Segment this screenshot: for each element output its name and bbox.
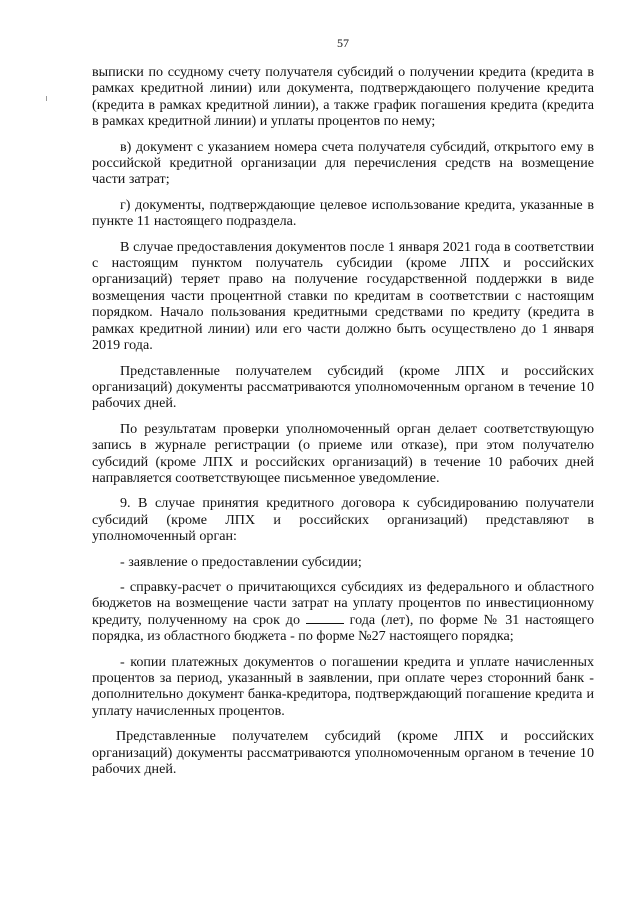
paragraph-item-v: в) документ с указанием номера счета получателя субсидий, открытого ему в российской кредитной организации для перечисления средств на возмещение части затрат; [92, 138, 594, 188]
paragraph-clause-9: 9. В случае принятия кредитного договора к субсидированию получатели субсидий (кроме ЛПХ и российских организаций) представляют в уполномоченный орган: [92, 495, 594, 545]
calculation-text-end: года (лет), по форме № 31 настоящего порядка, из областного бюджета - по форме №27 настоящего порядка; [92, 611, 594, 645]
paragraph-review: Представленные получателем субсидий (кроме ЛПХ и российских организаций) документы рассматриваются уполномоченным органом в течение 10 рабочих дней. [92, 362, 594, 412]
blank-term-field [306, 612, 344, 624]
list-item-calculation [92, 579, 594, 645]
page-number: 57 [337, 36, 349, 50]
paragraph-review-final: Представленные получателем субсидий (кроме ЛПХ и российских организаций) документы рассматриваются уполномоченным органом в течение 10 рабочих дней. [92, 728, 594, 778]
paragraph-check-results: По результатам проверки уполномоченный орган делает соответствующую запись в журнале регистрации (о приеме или отказе), при этом получателю субсидий (кроме ЛПХ и российских организаций) в течение 10 рабочих дней направляется соответствующее письменное уведомление. [92, 420, 594, 486]
calculation-text-start: - справку-расчет о причитающихся субсидиях из федерального и областного бюджетов на возмещение части затрат на уплату процентов по инвестиционному кредиту, полученному на срок до [92, 578, 594, 628]
list-item-payment-copies: - копии платежных документов о погашении кредита и уплате начисленных процентов за период, указанный в заявлении, при оплате через сторонний банк - дополнительно документ банка-кредитора, подтверждающий погашение кредита и уплату начисленных процентов. [92, 653, 594, 719]
paragraph-deadline: В случае предоставления документов после 1 января 2021 года в соответствии с настоящим пунктом получатель субсидии (кроме ЛПХ и российских организаций) теряет право на получение государственной поддержки в виде возмещения части процентной ставки по кредитам в соответствии с настоящим порядком. Начало пользования кредитными средствами по кредиту (кредита в рамках кредитной линии) или его части должно быть осуществлено до 1 января 2019 года. [92, 238, 594, 354]
paragraph-continuation: выписки по ссудному счету получателя субсидий о получении кредита (кредита в рамках кредитной линии) или документа, подтверждающего получение кредита (кредита в рамках кредитной линии), а также график погашения кредита (кредита в рамках кредитной линии) и уплаты процентов по нему; [92, 64, 594, 130]
margin-mark [46, 96, 47, 101]
paragraph-item-g: г) документы, подтверждающие целевое использование кредита, указанные в пункте 11 настоящего подраздела. [92, 196, 594, 230]
list-item-application: - заявление о предоставлении субсидии; [120, 553, 362, 570]
